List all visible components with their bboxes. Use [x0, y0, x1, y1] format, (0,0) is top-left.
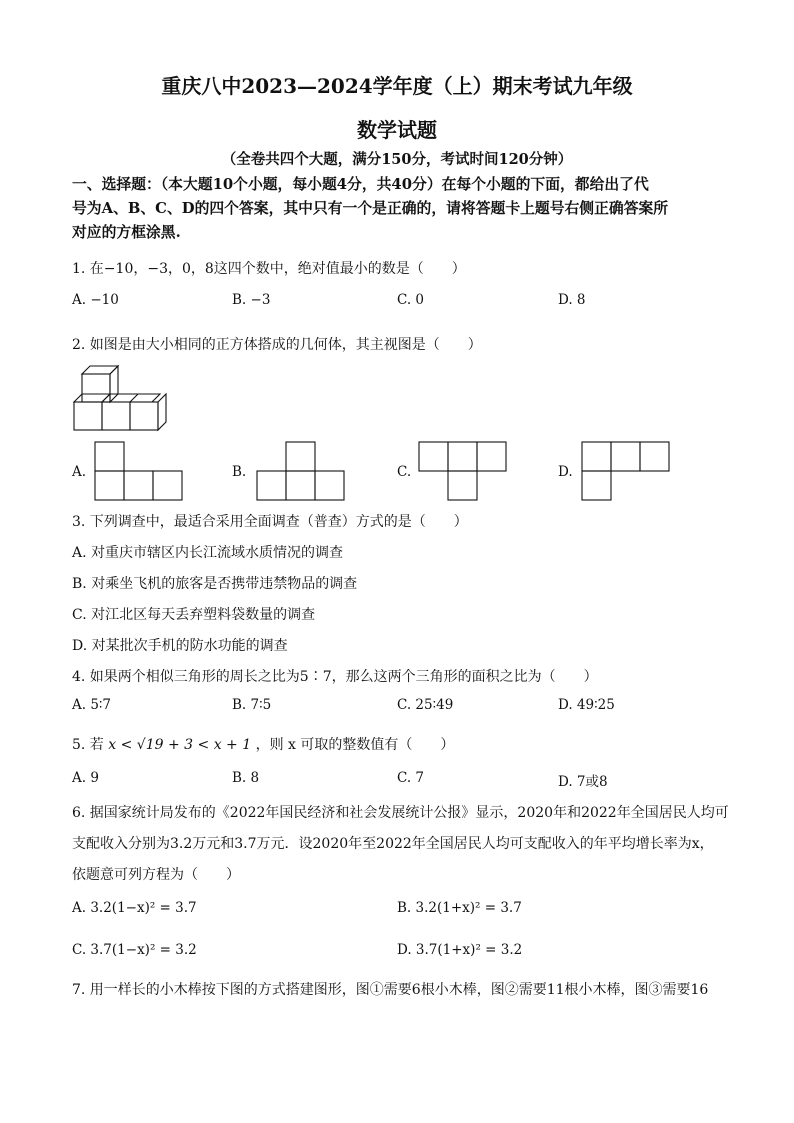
q5-stem-prefix: 5. 若 [72, 737, 104, 753]
q5-option-c: C. 7 [397, 770, 425, 786]
q1-option-c: C. 0 [397, 292, 425, 308]
section1-instructions-line3: 对应的方框涂黑. [72, 224, 181, 241]
q6-option-c: C. 3.7(1−x)² = 3.2 [72, 942, 197, 958]
q4-option-d: D. 49∶25 [558, 697, 615, 713]
q6-option-d: D. 3.7(1+x)² = 3.2 [397, 942, 523, 958]
cube-solid-figure [72, 364, 172, 434]
q2-option-b-label: B. [232, 464, 247, 480]
q1-stem: 1. 在−10，−3，0，8这四个数中，绝对值最小的数是（ ） [72, 261, 466, 277]
q6-stem-line3: 依题意可列方程为（ ） [72, 867, 240, 883]
q2-option-d-figure [581, 441, 671, 501]
q2-option-c-figure [418, 441, 508, 501]
q4-option-c: C. 25∶49 [397, 697, 454, 713]
q7-stem: 7. 用一样长的小木棒按下图的方式搭建图形，图①需要6根小木棒，图②需要11根小木棒，图③需要16 [72, 982, 709, 998]
q2-option-a-label: A. [72, 464, 87, 480]
section1-instructions-line1: 一、选择题：（本大题10个小题，每小题4分，共40分）在每个小题的下面，都给出了代 [72, 176, 649, 193]
q6-stem-line1: 6. 据国家统计局发布的《2022年国民经济和社会发展统计公报》显示，2020年和2022年全国居民人均可 [72, 805, 729, 821]
q2-option-d-label: D. [558, 464, 573, 480]
q3-option-c: C. 对江北区每天丢弃塑料袋数量的调查 [72, 607, 316, 623]
q3-option-a: A. 对重庆市辖区内长江流域水质情况的调查 [72, 545, 344, 561]
q5-stem-suffix: ，则 x 可取的整数值有（ ） [255, 737, 455, 753]
q3-option-d: D. 对某批次手机的防水功能的调查 [72, 638, 288, 654]
q4-stem: 4. 如果两个相似三角形的周长之比为5∶7，那么这两个三角形的面积之比为（ ） [72, 669, 598, 685]
section1-instructions-line2: 号为A、B、C、D的四个答案，其中只有一个是正确的，请将答题卡上题号右侧正确答案所 [72, 200, 669, 217]
q3-option-b: B. 对乘坐飞机的旅客是否携带违禁物品的调查 [72, 576, 358, 592]
q3-stem: 3. 下列调查中，最适合采用全面调查（普查）方式的是（ ） [72, 514, 468, 530]
q4-option-a: A. 5∶7 [72, 697, 112, 713]
q1-option-d: D. 8 [558, 292, 586, 308]
q1-option-a: A. −10 [72, 292, 119, 308]
q6-option-b: B. 3.2(1+x)² = 3.7 [397, 900, 522, 916]
exam-title: 重庆八中2023—2024学年度（上）期末考试九年级 [161, 74, 633, 98]
q6-stem-line2: 支配收入分别为3.2万元和3.7万元．设2020年至2022年全国居民人均可支配收入的年平均增长率为x， [72, 836, 714, 852]
q6-option-a: A. 3.2(1−x)² = 3.7 [72, 900, 197, 916]
q5-option-d: D. 7或8 [558, 774, 608, 790]
q2-option-a-figure [94, 441, 184, 501]
q5-option-a: A. 9 [72, 770, 99, 786]
q5-option-b: B. 8 [232, 770, 260, 786]
q2-stem: 2. 如图是由大小相同的正方体搭成的几何体，其主视图是（ ） [72, 337, 482, 353]
q2-option-c-label: C. [397, 464, 412, 480]
q1-option-b: B. −3 [232, 292, 271, 308]
q5-stem [72, 734, 454, 754]
q5-inequality: x < √19 + 3 < x + 1 [108, 737, 252, 753]
q2-option-b-figure [256, 441, 346, 501]
exam-subtitle: 数学试题 [357, 118, 437, 142]
exam-note: （全卷共四个大题，满分150分，考试时间120分钟） [221, 151, 573, 168]
q4-option-b: B. 7∶5 [232, 697, 272, 713]
